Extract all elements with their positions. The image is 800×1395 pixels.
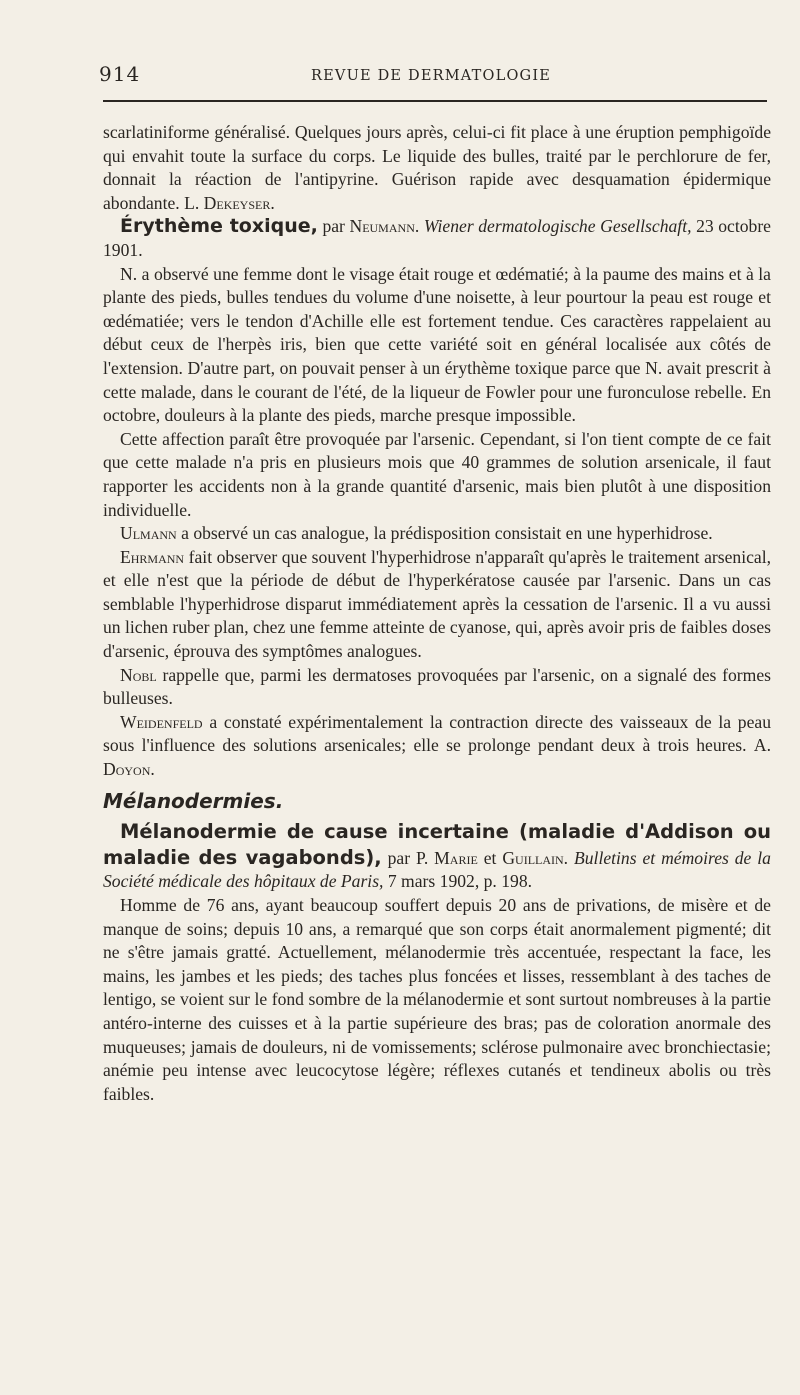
article-author: Guillain. <box>502 847 569 868</box>
running-title: REVUE DE DERMATOLOGIE <box>311 68 552 84</box>
paragraph: N. a observé une femme dont le visage était rouge et œdématié; à la paume des mains et à la plante des pieds, bulles tendues du volume d'une noisette, à leur pourtour la peau est rouge et œdématiée; vers le tendon d'Achille elle est fortement tendue. Ces caractères rappelaient au début ceux de l'herpès iris, bien que cette variété soit en général localisée aux côtés de l'extension. D'autre part, on pouvait penser à un érythème toxique parce que N. avait prescrit à cette malade, dans le courant de l'été, de la liqueur de Fowler pour une furonculose rebelle. En octobre, douleurs à la plante des pieds, marche presque impossible. <box>103 263 771 426</box>
paragraph: Ehrmann fait observer que souvent l'hyperhidrose n'apparaît qu'après le traitement arsenical, et elle n'est que la période de début de l'hyperkératose causée par l'arsenic. Dans un cas semblable l'hyperhidrose disparut immédiatement après la cessation de l'arsenic. Il a vu aussi un lichen ruber plan, chez une femme atteinte de cyanose, qui, après avoir pris de faibles doses d'arsenic, éprouva des symptômes analogues. <box>103 546 771 662</box>
article-title: Mélanodermie de cause incertaine (maladie d'Addison ou maladie des vagabonds), <box>103 820 771 869</box>
author-signature: L. Dekeyser. <box>184 192 275 213</box>
paragraph: Weidenfeld a constaté expérimentalement la contraction directe des vaisseaux de la peau sous l'influence des solutions arsenicales; elle se prolonge pendant deux à trois heures. A. Doyon. <box>103 711 771 780</box>
article-heading-erytheme: Érythème toxique, par Neumann. Wiener dermatologische Gesellschaft, 23 octobre 1901. <box>103 215 771 260</box>
paragraph: Nobl rappelle que, parmi les dermatoses provoquées par l'arsenic, on a signalé des formes bulleuses. <box>103 664 771 709</box>
article-body <box>103 121 771 1106</box>
person-name: Ulmann <box>120 523 177 544</box>
section-title: Mélanodermies. <box>103 788 284 813</box>
person-name: Weidenfeld <box>120 711 203 732</box>
person-name: Nobl <box>120 664 157 685</box>
paragraph: Cette affection paraît être provoquée par l'arsenic. Cependant, si l'on tient compte de ce fait que cette malade n'a pris en plusieurs mois que 40 grammes de solution arsenicale, il faut rapporter les accidents non à la grande quantité d'arsenic, mais bien plutôt à une disposition individuelle. <box>103 428 771 520</box>
article-author: Neumann. <box>349 216 420 237</box>
page-number: 914 <box>99 62 141 86</box>
header-rule <box>103 100 767 102</box>
journal-name: Wiener dermatologische Gesellschaft, <box>419 216 692 237</box>
journal-name: Bulletins et mémoires de la Société médicale des hôpitaux de Paris, <box>103 847 771 892</box>
article-date: 7 mars 1902, p. 198. <box>383 871 533 892</box>
paragraph: Ulmann a observé un cas analogue, la prédisposition consistait en une hyperhidrose. <box>120 523 713 544</box>
paragraph-continuation: scarlatiniforme généralisé. Quelques jours après, celui-ci fit place à une éruption pemphigoïde qui envahit toute la surface du corps. Le liquide des bulles, traité par le perchlorure de fer, donnait la réaction de l'antipyrine. Guérison rapide avec desquamation épidermique abondante. L. Dekeyser. <box>103 122 771 213</box>
article-date: 23 octobre 1901. <box>103 216 771 260</box>
article-author: Marie <box>434 847 478 868</box>
person-name: Ehrmann <box>120 546 185 567</box>
author-signature: A. Doyon. <box>103 735 771 780</box>
running-header <box>99 62 771 90</box>
paragraph: Homme de 76 ans, ayant beaucoup souffert depuis 20 ans de privations, de misère et de manque de soins; depuis 10 ans, a remarqué que son corps était anormalement pigmenté; dit ne s'être jamais gratté. Actuellement, mélanodermie très accentuée, respectant la face, les mains, les jambes et les pieds; des taches plus foncées et lisses, ressemblant à des taches de lentigo, se voient sur le fond sombre de la mélanodermie et sont surtout nombreuses à la partie antéro-interne des cuisses et à la partie supérieure des bras; pas de coloration anormale des muqueuses; jamais de douleurs, ni de vomissements; sclérose pulmonaire avec bronchiectasie; anémie peu intense avec leucocytose légère; réflexes cutanés et tendineux abolis ou très faibles. <box>103 895 771 1104</box>
article-heading-melanodermie: Mélanodermie de cause incertaine (maladie d'Addison ou maladie des vagabonds), par P. Marie et Guillain. Bulletins et mémoires de la Société médicale des hôpitaux de Paris, 7 mars 1902, p. 198. <box>103 820 771 892</box>
article-title: Érythème toxique, <box>120 215 318 238</box>
